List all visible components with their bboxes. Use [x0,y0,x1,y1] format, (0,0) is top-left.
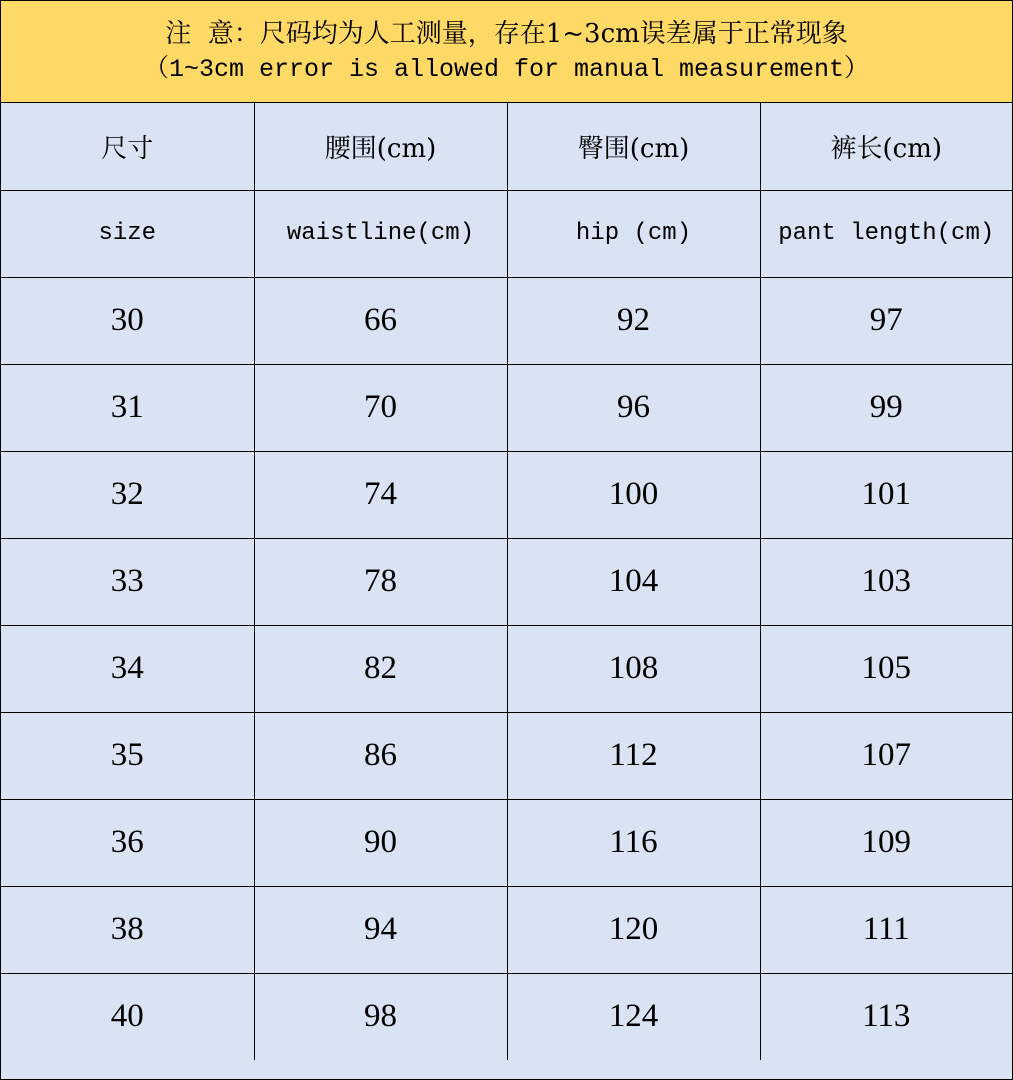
cell-size: 35 [1,712,254,799]
cell-hip: 100 [507,451,760,538]
table-row [1,538,1012,625]
cell-length: 109 [760,799,1012,886]
notice-english: （1~3cm error is allowed for manual measurement） [143,55,870,84]
cell-length: 99 [760,364,1012,451]
cell-length: 105 [760,625,1012,712]
table-row [1,886,1012,973]
cell-waist: 86 [254,712,507,799]
notice-chinese: 注 意：尺码均为人工测量，存在1~3cm误差属于正常现象 [165,19,848,49]
cell-size: 40 [1,973,254,1060]
size-table [1,103,1012,1060]
header-length-en: pant length(cm) [760,190,1012,277]
header-waist-en: waistline(cm) [254,190,507,277]
table-row [1,973,1012,1060]
table-row [1,712,1012,799]
table-row [1,625,1012,712]
header-hip-en: hip (cm) [507,190,760,277]
cell-hip: 120 [507,886,760,973]
cell-size: 38 [1,886,254,973]
cell-size: 32 [1,451,254,538]
header-waist-cn: 腰围(cm) [254,103,507,190]
cell-length: 113 [760,973,1012,1060]
cell-length: 97 [760,277,1012,364]
cell-hip: 108 [507,625,760,712]
table-row [1,364,1012,451]
cell-length: 107 [760,712,1012,799]
cell-waist: 66 [254,277,507,364]
cell-size: 31 [1,364,254,451]
cell-hip: 92 [507,277,760,364]
table-row [1,277,1012,364]
cell-length: 103 [760,538,1012,625]
cell-hip: 124 [507,973,760,1060]
table-row [1,451,1012,538]
header-size-cn: 尺寸 [1,103,254,190]
header-hip-cn: 臀围(cm) [507,103,760,190]
cell-length: 101 [760,451,1012,538]
cell-waist: 70 [254,364,507,451]
cell-hip: 116 [507,799,760,886]
header-length-cn: 裤长(cm) [760,103,1012,190]
cell-size: 36 [1,799,254,886]
measurement-notice [1,1,1012,103]
cell-waist: 98 [254,973,507,1060]
cell-hip: 104 [507,538,760,625]
header-row-chinese [1,103,1012,190]
cell-hip: 112 [507,712,760,799]
cell-waist: 90 [254,799,507,886]
cell-size: 34 [1,625,254,712]
cell-size: 33 [1,538,254,625]
cell-length: 111 [760,886,1012,973]
cell-waist: 74 [254,451,507,538]
header-size-en: size [1,190,254,277]
cell-waist: 82 [254,625,507,712]
cell-waist: 78 [254,538,507,625]
header-row-english [1,190,1012,277]
cell-size: 30 [1,277,254,364]
cell-hip: 96 [507,364,760,451]
table-row [1,799,1012,886]
cell-waist: 94 [254,886,507,973]
